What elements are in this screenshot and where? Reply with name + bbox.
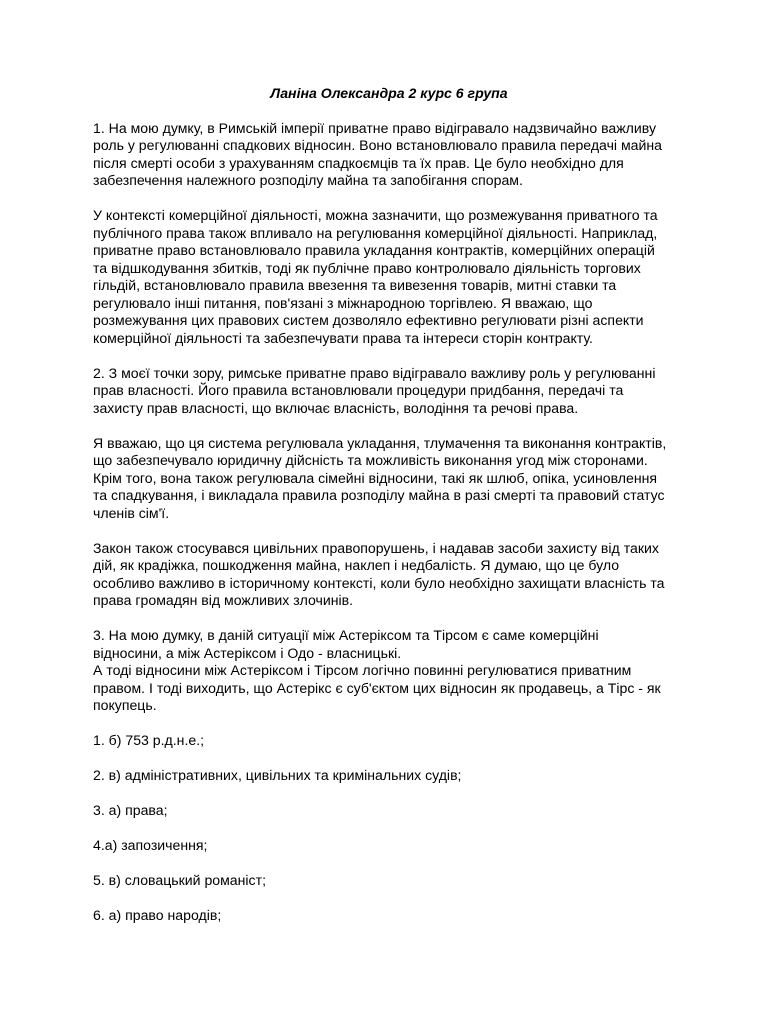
paragraph-line: дій, як крадіжка, пошкодження майна, наклеп і недбалість. Я думаю, що це було <box>93 557 620 573</box>
paragraph-line: У контексті комерційної діяльності, можна зазначити, що розмежування приватного та <box>93 207 658 223</box>
document-body <box>93 85 685 942</box>
answer-item: 5. в) словацький романіст; <box>93 872 266 888</box>
paragraph-5 <box>93 540 685 610</box>
document-title: Ланіна Олександра 2 курс 6 група <box>270 85 508 101</box>
paragraph-line: приватне право встановлювало правила укладання контрактів, комерційних операцій <box>93 242 655 258</box>
paragraph-line: та спадкування, і викладала правила розподілу майна в разі смерті та правовий статус <box>93 487 665 503</box>
paragraph-line: забезпечення належного розподілу майна та запобігання спорам. <box>93 172 523 188</box>
paragraph-line: права громадян від можливих злочинів. <box>93 592 354 608</box>
paragraph-line: розмежування цих правових систем дозволяло ефективно регулювати різні аспекти <box>93 312 644 328</box>
paragraph-line: відносини, а між Астеріксом і Одо - власницькі. <box>93 644 402 661</box>
paragraph-line: Я вважаю, що ця система регулювала укладання, тлумачення та виконання контрактів, <box>93 434 667 451</box>
paragraph-line: особливо важливо в історичному контексті, коли було необхідно захищати власність та <box>93 574 665 591</box>
paragraph-line: прав власності. Його правила встановлювали процедури придбання, передачі та <box>93 382 624 398</box>
paragraph-line: Крім того, вона також регулювала сімейні відносини, такі як шлюб, опіка, усиновлення <box>93 469 658 486</box>
paragraph-line: після смерті особи з урахуванням спадкоємців та їх прав. Це було необхідно для <box>93 154 624 171</box>
paragraph-6 <box>93 627 685 715</box>
paragraph-line: 2. З моєї точки зору, римське приватне право відігравало важливу роль у регулюванні <box>93 364 656 381</box>
paragraph-line: правом. І тоді виходить, що Астерікс є суб'єктом цих відносин як продавець, а Тірс - як <box>93 679 661 696</box>
paragraph-3 <box>93 365 685 418</box>
paragraph-line: захисту прав власності, що включає власність, володіння та речові права. <box>93 399 579 416</box>
paragraph-line: 1. На мою думку, в Римській імперії приватне право відігравало надзвичайно важливу <box>93 119 656 136</box>
paragraph-2 <box>93 207 685 347</box>
paragraph-line: А тоді відносини між Астеріксом і Тірсом логічно повинні регулюватися приватним <box>93 662 632 678</box>
answer-item: 3. а) права; <box>93 802 168 818</box>
paragraph-line: комерційної діяльності та забезпечувати права та інтереси сторін контракту. <box>93 329 593 346</box>
paragraph-line: гільдій, встановлювало правила ввезення та вивезення товарів, митні ставки та <box>93 277 617 293</box>
paragraph-line: та відшкодування збитків, тоді як публічне право контролювало діяльність торгових <box>93 259 641 276</box>
paragraph-1 <box>93 120 685 190</box>
answer-item: 4.а) запозичення; <box>93 837 208 853</box>
paragraph-line: 3. На мою думку, в даній ситуації між Астеріксом та Тірсом є саме комерційні <box>93 627 599 643</box>
paragraph-4 <box>93 435 685 523</box>
paragraph-line: роль у регулюванні спадкових відносин. Воно встановлювало правила передачі майна <box>93 137 662 153</box>
answer-item: 2. в) адміністративних, цивільних та кримінальних судів; <box>93 767 462 783</box>
paragraph-line: покупець. <box>93 697 157 713</box>
paragraph-line: регулювало інші питання, пов'язані з міжнародною торгівлею. Я вважаю, що <box>93 294 593 311</box>
answer-item: 1. б) 753 р.д.н.е.; <box>93 732 205 748</box>
paragraph-line: публічного права також впливало на регулювання комерційної діяльності. Наприклад, <box>93 224 658 241</box>
paragraph-line: що забезпечувало юридичну дійсність та можливість виконання угод між сторонами. <box>93 452 648 468</box>
paragraph-line: Закон також стосувався цивільних правопорушень, і надавав засоби захисту від таких <box>93 539 659 556</box>
answer-item: 6. а) право народів; <box>93 907 222 923</box>
paragraph-line: членів сім'ї. <box>93 504 170 521</box>
